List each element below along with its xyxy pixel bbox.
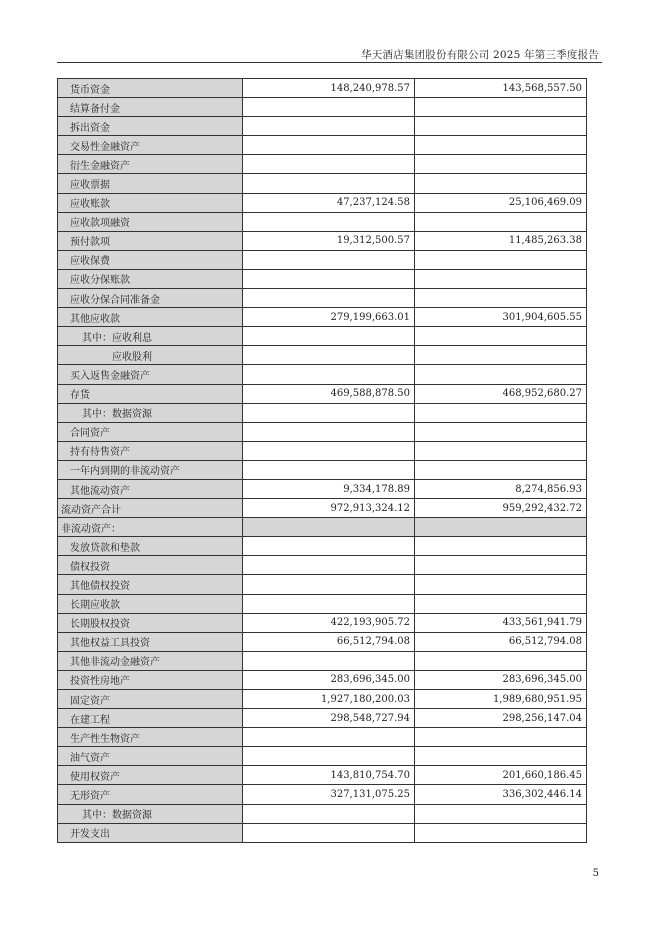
year-begin-value <box>415 651 587 670</box>
period-end-value <box>243 403 415 422</box>
year-begin-value <box>415 823 587 842</box>
table-row <box>58 193 587 212</box>
table-row <box>58 575 587 594</box>
year-begin-value: 66,512,794.08 <box>415 632 587 651</box>
table-row <box>58 403 587 422</box>
year-begin-value <box>415 269 587 288</box>
period-end-value: 469,588,878.50 <box>243 384 415 403</box>
period-end-value <box>243 136 415 155</box>
row-label: 买入返售金融资产 <box>58 365 243 384</box>
period-end-value <box>243 441 415 460</box>
table-row <box>58 651 587 670</box>
row-label: 交易性金融资产 <box>58 136 243 155</box>
year-begin-value: 468,952,680.27 <box>415 384 587 403</box>
year-begin-value: 25,106,469.09 <box>415 193 587 212</box>
table-row <box>58 499 587 518</box>
period-end-value: 327,131,075.25 <box>243 785 415 804</box>
period-end-value <box>243 365 415 384</box>
year-begin-value <box>415 250 587 269</box>
period-end-value: 1,927,180,200.03 <box>243 690 415 709</box>
period-end-value <box>243 174 415 193</box>
year-begin-value <box>415 403 587 422</box>
row-label: 应收账款 <box>58 193 243 212</box>
table-row <box>58 174 587 193</box>
table-row <box>58 365 587 384</box>
year-begin-value <box>415 212 587 231</box>
year-begin-value: 201,660,186.45 <box>415 766 587 785</box>
page-number: 5 <box>592 868 599 879</box>
row-label: 衍生金融资产 <box>58 155 243 174</box>
table-row <box>58 308 587 327</box>
table-row <box>58 613 587 632</box>
year-begin-value <box>415 346 587 365</box>
row-label: 其他非流动金融资产 <box>58 651 243 670</box>
period-end-value: 9,334,178.89 <box>243 479 415 498</box>
year-begin-value <box>415 556 587 575</box>
row-label: 应收保费 <box>58 250 243 269</box>
table-row <box>58 479 587 498</box>
period-end-value <box>243 823 415 842</box>
row-label: 固定资产 <box>58 690 243 709</box>
year-begin-value <box>415 575 587 594</box>
table-row <box>58 441 587 460</box>
row-label: 开发支出 <box>58 823 243 842</box>
table-row <box>58 518 587 537</box>
row-label: 应收票据 <box>58 174 243 193</box>
row-label: 应收款项融资 <box>58 212 243 231</box>
row-label: 油气资产 <box>58 747 243 766</box>
row-label: 使用权资产 <box>58 766 243 785</box>
period-end-value: 279,199,663.01 <box>243 308 415 327</box>
period-end-value <box>243 212 415 231</box>
year-begin-value <box>415 422 587 441</box>
row-label: 结算备付金 <box>58 98 243 117</box>
table-row <box>58 117 587 136</box>
year-begin-value: 298,256,147.04 <box>415 709 587 728</box>
row-label: 持有待售资产 <box>58 441 243 460</box>
period-end-value <box>243 594 415 613</box>
period-end-value <box>243 804 415 823</box>
period-end-value <box>243 117 415 136</box>
period-end-value <box>243 98 415 117</box>
year-begin-value <box>415 98 587 117</box>
year-begin-value <box>415 441 587 460</box>
row-label: 应收分保合同准备金 <box>58 289 243 308</box>
year-begin-value <box>415 174 587 193</box>
row-label: 无形资产 <box>58 785 243 804</box>
period-end-value <box>243 537 415 556</box>
table-row <box>58 422 587 441</box>
table-row <box>58 460 587 479</box>
row-label: 长期应收款 <box>58 594 243 613</box>
year-begin-value <box>415 136 587 155</box>
year-begin-value <box>415 460 587 479</box>
table-row <box>58 728 587 747</box>
period-end-value <box>243 575 415 594</box>
table-row <box>58 231 587 250</box>
row-label: 流动资产合计 <box>58 499 243 518</box>
row-label: 生产性生物资产 <box>58 728 243 747</box>
table-row <box>58 289 587 308</box>
row-label: 其他债权投资 <box>58 575 243 594</box>
row-label: 发放贷款和垫款 <box>58 537 243 556</box>
period-end-value: 298,548,727.94 <box>243 709 415 728</box>
table-row <box>58 537 587 556</box>
row-label: 货币资金 <box>58 79 243 98</box>
table-row <box>58 327 587 346</box>
period-end-value: 143,810,754.70 <box>243 766 415 785</box>
row-label: 其中：数据资源 <box>58 804 243 823</box>
row-label: 预付款项 <box>58 231 243 250</box>
row-label: 其他流动资产 <box>58 479 243 498</box>
period-end-value: 283,696,345.00 <box>243 670 415 689</box>
row-label: 应收股利 <box>58 346 243 365</box>
period-end-value <box>243 518 415 537</box>
period-end-value <box>243 327 415 346</box>
period-end-value <box>243 747 415 766</box>
table-row <box>58 632 587 651</box>
period-end-value <box>243 728 415 747</box>
row-label: 投资性房地产 <box>58 670 243 689</box>
table-row <box>58 212 587 231</box>
period-end-value: 148,240,978.57 <box>243 79 415 98</box>
table-row <box>58 155 587 174</box>
year-begin-value: 336,302,446.14 <box>415 785 587 804</box>
year-begin-value <box>415 289 587 308</box>
period-end-value: 66,512,794.08 <box>243 632 415 651</box>
table-row <box>58 79 587 98</box>
year-begin-value <box>415 804 587 823</box>
table-row <box>58 384 587 403</box>
table-row <box>58 250 587 269</box>
table-row <box>58 98 587 117</box>
row-label: 一年内到期的非流动资产 <box>58 460 243 479</box>
row-label: 非流动资产： <box>58 518 243 537</box>
year-begin-value <box>415 728 587 747</box>
table-row <box>58 804 587 823</box>
period-end-value: 19,312,500.57 <box>243 231 415 250</box>
table-row <box>58 670 587 689</box>
year-begin-value <box>415 747 587 766</box>
year-begin-value <box>415 537 587 556</box>
year-begin-value: 959,292,432.72 <box>415 499 587 518</box>
year-begin-value: 283,696,345.00 <box>415 670 587 689</box>
table-row <box>58 747 587 766</box>
row-label: 其他权益工具投资 <box>58 632 243 651</box>
table-row <box>58 269 587 288</box>
row-label: 存货 <box>58 384 243 403</box>
table-row <box>58 556 587 575</box>
row-label: 合同资产 <box>58 422 243 441</box>
year-begin-value <box>415 594 587 613</box>
period-end-value <box>243 651 415 670</box>
report-header-title: 华天酒店集团股份有限公司 2025 年第三季度报告 <box>361 49 599 61</box>
table-row <box>58 346 587 365</box>
row-label: 其中：数据资源 <box>58 403 243 422</box>
period-end-value <box>243 422 415 441</box>
year-begin-value <box>415 117 587 136</box>
table-row <box>58 709 587 728</box>
period-end-value <box>243 556 415 575</box>
row-label: 其他应收款 <box>58 308 243 327</box>
row-label: 长期股权投资 <box>58 613 243 632</box>
table-row <box>58 136 587 155</box>
year-begin-value: 8,274,856.93 <box>415 479 587 498</box>
table-row <box>58 823 587 842</box>
row-label: 在建工程 <box>58 709 243 728</box>
table-row <box>58 766 587 785</box>
table-row <box>58 785 587 804</box>
period-end-value <box>243 155 415 174</box>
year-begin-value <box>415 365 587 384</box>
period-end-value: 47,237,124.58 <box>243 193 415 212</box>
period-end-value <box>243 269 415 288</box>
year-begin-value: 143,568,557.50 <box>415 79 587 98</box>
year-begin-value: 11,485,263.38 <box>415 231 587 250</box>
period-end-value: 422,193,905.72 <box>243 613 415 632</box>
period-end-value <box>243 250 415 269</box>
period-end-value <box>243 460 415 479</box>
row-label: 其中：应收利息 <box>58 327 243 346</box>
balance-sheet-table <box>57 78 587 843</box>
row-label: 债权投资 <box>58 556 243 575</box>
year-begin-value: 301,904,605.55 <box>415 308 587 327</box>
period-end-value: 972,913,324.12 <box>243 499 415 518</box>
table-row <box>58 594 587 613</box>
row-label: 拆出资金 <box>58 117 243 136</box>
year-begin-value <box>415 518 587 537</box>
table-row <box>58 690 587 709</box>
year-begin-value: 433,561,941.79 <box>415 613 587 632</box>
header-divider <box>57 62 602 63</box>
year-begin-value <box>415 155 587 174</box>
year-begin-value <box>415 327 587 346</box>
period-end-value <box>243 289 415 308</box>
year-begin-value: 1,989,680,951.95 <box>415 690 587 709</box>
row-label: 应收分保账款 <box>58 269 243 288</box>
balance-sheet-body <box>58 79 587 843</box>
period-end-value <box>243 346 415 365</box>
